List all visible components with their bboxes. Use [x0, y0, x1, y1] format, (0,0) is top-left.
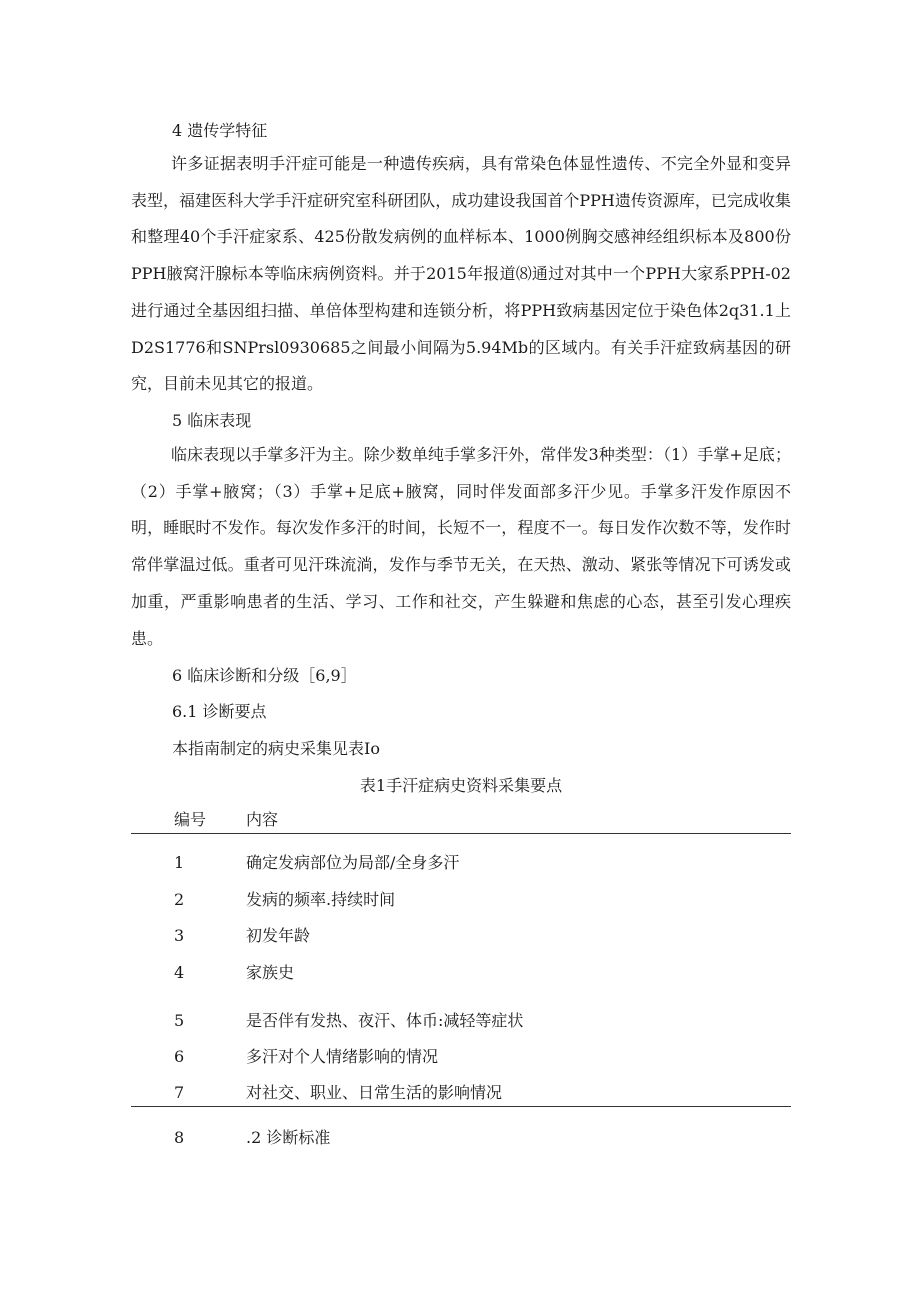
section-5-heading: 5 临床表现 [172, 411, 252, 430]
row-number: 1 [174, 853, 185, 872]
table-header-content: 内容 [246, 810, 279, 829]
row-number: 4 [174, 963, 185, 982]
row-number: 7 [174, 1083, 185, 1102]
row-content: 是否伴有发热、夜汗、体币:减轻等症状 [246, 1011, 524, 1030]
section-5-body: 临床表现以手掌多汗为主。除少数单纯手掌多汗外，常伴发3种类型：（1）手掌+足底；（2）手掌+腋窝；（3）手掌+足底+腋窝，同时伴发面部多汗少见。手掌多汗发作原因不明，睡眠时不发作。每次发作多汗的时间，长短不一，程度不一。每日发作次数不等，发作时常伴掌温过低。重者可见汗珠流淌，发作与季节无关，在天热、激动、紧张等情况下可诱发或加重，严重影响患者的生活、学习、工作和社交，产生躲避和焦虑的心态，甚至引发心理疾患。 [131, 445, 791, 648]
row-content: 对社交、职业、日常生活的影响情况 [246, 1083, 503, 1102]
section-6-2-heading: .2 诊断标准 [246, 1128, 331, 1147]
section-4-body: 许多证据表明手汗症可能是一种遗传疾病，具有常染色体显性遗传、不完全外显和变异表型，福建医科大学手汗症研究室科研团队，成功建设我国首个PPH遗传资源库，已完成收集和整理40个手汗症家系、425份散发病例的血样标本、1000例胸交感神经组织标本及800份PPH腋窝汗腺标本等临床病例资料。并于2015年报道⑻通过对其中一个PPH大家系PPH-02进行通过全基因组扫描、单倍体型构建和连锁分析，将PPH致病基因定位于染色体2q31.1上D2S1776和SNPrsl0930685之间最小间隔为5.94Mb的区域内。有关手汗症致病基因的研究，目前未见其它的报道。 [131, 154, 791, 394]
row-number: 3 [174, 926, 185, 945]
section-4-heading: 4 遗传学特征 [172, 121, 268, 140]
row-number: 5 [174, 1011, 185, 1030]
row-number: 6 [174, 1047, 185, 1066]
row-number: 2 [174, 890, 185, 909]
table-intro-text: 本指南制定的病史采集见表Io [172, 739, 380, 758]
row-content: 初发年龄 [246, 926, 311, 945]
after-table-number: 8 [174, 1128, 185, 1147]
section-6-heading: 6 临床诊断和分级［6,9］ [172, 666, 357, 685]
table-bottom-rule [131, 1106, 791, 1107]
table-caption: 表1手汗症病史资料采集要点 [359, 776, 563, 795]
row-content: 家族史 [246, 963, 295, 982]
row-content: 发病的频率.持续时间 [246, 890, 396, 909]
table-header-number: 编号 [174, 810, 207, 829]
section-6-1-heading: 6.1 诊断要点 [172, 702, 267, 721]
row-content: 多汗对个人情绪影响的情况 [246, 1047, 439, 1066]
row-content: 确定发病部位为局部/全身多汗 [246, 853, 460, 872]
table-top-rule [131, 833, 791, 834]
